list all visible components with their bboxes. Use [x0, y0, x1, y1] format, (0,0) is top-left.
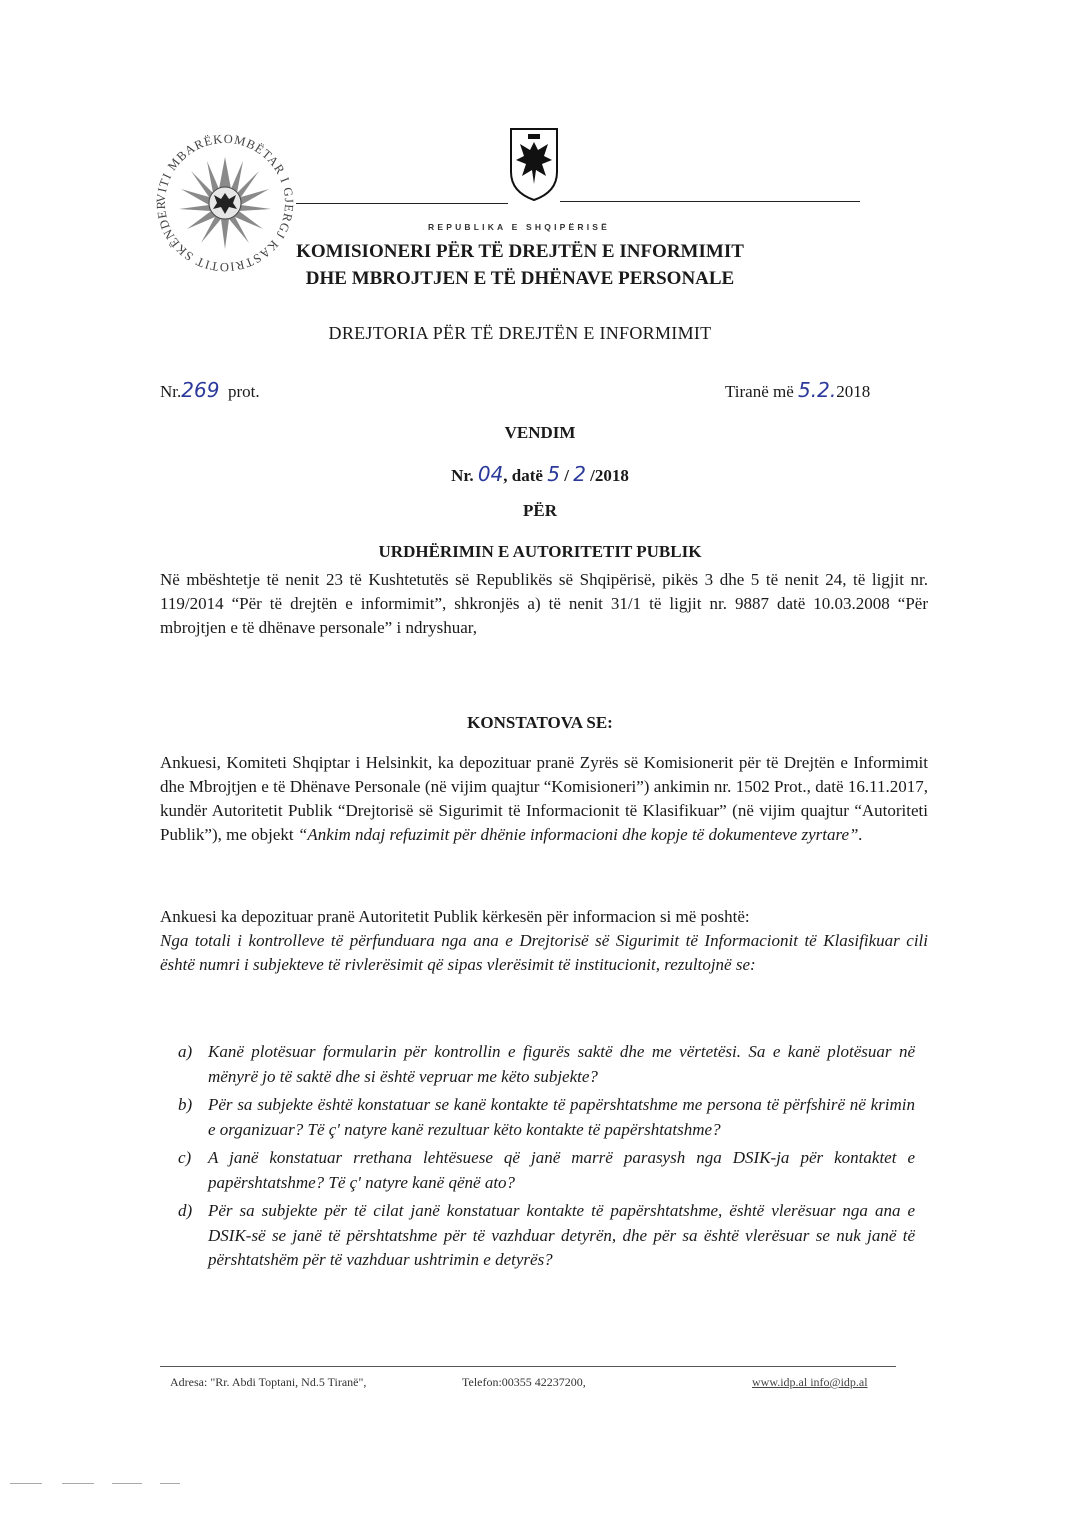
list-item [170, 1093, 915, 1142]
decision-date-label: , datë [503, 466, 543, 485]
list-item-text: Për sa subjekte për të cilat janë konstatuar kontakte të papërshtatshme, është vlerësuar nga ana e DSIK-së se janë të përshtatshme për të vazhduar detyrën, dhe për sa është vlerësuar se nuk janë të përshtatshëm për të vazhduar ushtrimin e detyrës? [208, 1201, 915, 1269]
list-item-marker: d) [178, 1201, 193, 1220]
footer-phone: Telefon:00355 42237200, [462, 1375, 586, 1389]
request-intro: Ankuesi ka depozituar pranë Autoritetit Publik kërkesën për informacion si më poshtë: [160, 907, 750, 926]
legal-basis-paragraph: Në mbështetje të nenit 23 të Kushtetutës së Republikës së Shqipërisë, pikës 3 dhe 5 të nenit 24, të ligjit nr. 119/2014 “Për të drejtën e informimit”, shkronjës a) të nenit 31/1 të ligjit nr. 9887 datë 10.03.2008 “Për mbrojtjen e të dhënave personale” i ndryshuar, [160, 570, 928, 637]
list-item-marker: b) [178, 1095, 193, 1114]
institution-title-line2: DHE MBROJTJEN E TË DHËNAVE PERSONALE [305, 268, 735, 289]
date-year: 2018 [836, 382, 871, 401]
list-item [170, 1040, 915, 1089]
scan-artifact [62, 1483, 94, 1484]
decision-heading: VENDIM [504, 423, 576, 442]
decision-subject: URDHËRIMIN E AUTORITETIT PUBLIK [378, 542, 702, 561]
protocol-suffix: prot. [227, 382, 260, 401]
list-item-marker: a) [178, 1042, 193, 1061]
state-emblem [508, 126, 560, 202]
protocol-number [160, 378, 260, 402]
complaint-paragraph [160, 751, 928, 847]
list-item [170, 1146, 915, 1195]
scan-artifact [112, 1483, 142, 1484]
list-item-marker: c) [178, 1148, 192, 1167]
protocol-prefix: Nr. [160, 382, 182, 401]
place-and-date [725, 378, 870, 402]
decision-nr-prefix: Nr. [451, 466, 474, 485]
footer-address: Adresa: "Rr. Abdi Toptani, Nd.5 Tiranë", [170, 1375, 367, 1389]
decision-handwritten-number: 04 [477, 462, 504, 486]
decision-handwritten-month: 2 [573, 462, 586, 486]
header-rule-left [296, 203, 508, 204]
protocol-handwritten-number: 269 [181, 378, 220, 402]
footer-web: www.idp.al info@idp.al [752, 1375, 868, 1389]
institution-title-line1: KOMISIONERI PËR TË DREJTËN E INFORMIMIT [296, 241, 744, 262]
findings-heading: KONSTATOVA SE: [467, 713, 613, 732]
scan-artifact [10, 1483, 42, 1484]
decision-per: PËR [523, 501, 557, 520]
list-item-text: Kanë plotësuar formularin për kontrollin e figurës saktë dhe me vërtetësi. Sa e kanë plotësuar në mënyrë jo të saktë dhe si është vepruar me këto subjekte? [208, 1042, 915, 1086]
decision-year: /2018 [590, 466, 629, 485]
decision-number-line [380, 462, 700, 486]
header-rule-right [560, 201, 860, 202]
decision-date-slash: / [564, 466, 569, 485]
list-item-text: Për sa subjekte është konstatuar se kanë kontakte të papërshtatshme me persona të përfshirë në krimin e organizuar? Të ç' natyre kanë rezultuar këto kontakte të papërshtatshme? [208, 1095, 915, 1139]
directorate-title: DREJTORIA PËR TË DREJTËN E INFORMIMIT [328, 323, 712, 343]
request-items-list [170, 1040, 915, 1277]
complaint-text: Ankuesi, Komiteti Shqiptar i Helsinkit, ka depozituar pranë Zyrës së Komisionerit për të Drejtën e Informimit dhe Mbrojtjen e të Dhënave Personale (në vijim quajtur “Komisioneri”) ankimin nr. 1502 Prot., datë 16.11.2017, kundër Autoritetit Publik “Drejtorisë së Sigurimit të Informacionit të Klasifikuar” (në vijim quajtur “Autoriteti Publik”), me objekt [160, 753, 928, 844]
emblem-caption: REPUBLIKA E SHQIPËRISË [428, 222, 611, 232]
footer-rule [160, 1366, 896, 1367]
seal-ring-text: VITI MBARËKOMBËTAR I GJERGJ KASTRIOTIT SKËNDER [153, 131, 297, 275]
place-prefix: Tiranë më [725, 382, 794, 401]
decision-handwritten-day: 5 [547, 462, 560, 486]
handwritten-date: 5.2. [798, 378, 837, 402]
list-item [170, 1199, 915, 1273]
request-question: Nga totali i kontrolleve të përfunduara nga ana e Drejtorisë së Sigurimit të Informacionit të Klasifikuar cili është numri i subjekteve të rivlerësimit që sipas vlerësimit të institucionit, rezultojnë se: [160, 931, 928, 974]
list-item-text: A janë konstatuar rrethana lehtësuese që janë marrë parasysh nga DSIK-ja për kontaktet e papërshtatshme? Të ç' natyre kanë qënë ato? [208, 1148, 915, 1192]
complaint-object: “Ankim ndaj refuzimit për dhënie informacioni dhe kopje të dokumenteve zyrtare”. [297, 825, 863, 844]
scan-artifact [160, 1483, 180, 1484]
